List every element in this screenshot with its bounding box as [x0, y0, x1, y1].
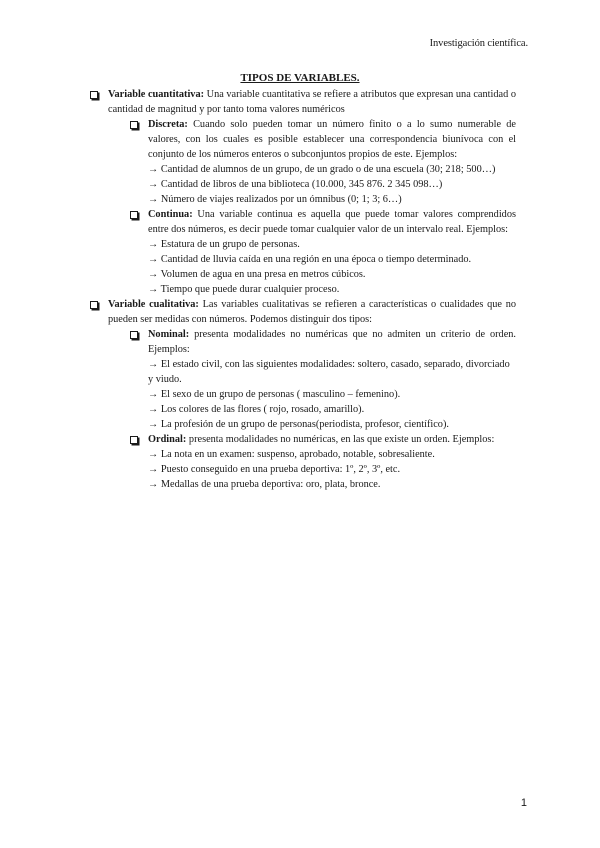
example-item: → Volumen de agua en una presa en metros cúbicos.	[148, 269, 366, 280]
subsection-continua	[88, 207, 516, 237]
subsection-discreta	[88, 117, 516, 162]
example-item: → El sexo de un grupo de personas ( masculino – femenino).	[148, 389, 401, 400]
section-term: Variable cualitativa:	[108, 299, 199, 310]
subsection-paragraph	[148, 432, 516, 447]
example-item: → Cantidad de libros de una biblioteca (10.000, 345 876. 2 345 098…)	[148, 179, 443, 190]
subsection-text: presenta modalidades no numéricas, en las que existe un orden. Ejemplos:	[186, 434, 495, 445]
subsection-text: presenta modalidades no numéricas que no admiten un criterio de orden. Ejemplos:	[148, 329, 516, 355]
example-item: → Medallas de una prueba deportiva: oro, plata, bronce.	[148, 479, 381, 490]
page-number: 1	[520, 797, 527, 809]
subsection-text: Cuando solo pueden tomar un número finito o a lo sumo numerable de valores, con los cuales es posible establecer una correspondencia biunívoca con el conjunto de los números enteros o subconjuntos propios de este. Ejemplos:	[148, 119, 516, 160]
section-paragraph	[108, 297, 516, 327]
checkbox-bullet-icon	[130, 121, 138, 129]
example-item: → El estado civil, con las siguientes modalidades: soltero, casado, separado, divorciado y viudo.	[148, 359, 510, 385]
example-item: → La profesión de un grupo de personas(periodista, profesor, científico).	[148, 419, 449, 430]
document-body	[88, 87, 516, 492]
example-item: → Los colores de las flores ( rojo, rosado, amarillo).	[148, 404, 365, 415]
section-cuantitativa	[88, 87, 516, 117]
subsection-ordinal	[88, 432, 516, 447]
subsection-nominal	[88, 327, 516, 357]
subsection-paragraph	[148, 117, 516, 162]
example-item: → Tiempo que puede durar cualquier proceso.	[148, 284, 340, 295]
example-item: → Número de viajes realizados por un ómnibus (0; 1; 3; 6…)	[148, 194, 402, 205]
section-term: Variable cuantitativa:	[108, 89, 205, 100]
checkbox-bullet-icon	[90, 301, 98, 309]
section-text: Una variable cuantitativa se refiere a atributos que expresan una cantidad o cantidad de magnitud y por tanto toma valores numéricos	[108, 89, 516, 115]
example-item: → Cantidad de lluvia caída en una región en una época o tiempo determinado.	[148, 254, 472, 265]
checkbox-bullet-icon	[90, 91, 98, 99]
section-paragraph	[108, 87, 516, 117]
section-text: Las variables cualitativas se refieren a características o cualidades que no pueden ser medidas con números. Podemos distinguir dos tipos:	[108, 299, 517, 325]
example-item: → Puesto conseguido en una prueba deportiva: 1º, 2º, 3º, etc.	[148, 464, 401, 475]
subsection-term: Discreta:	[148, 119, 188, 130]
example-item: → Cantidad de alumnos de un grupo, de un grado o de una escuela (30; 218; 500…)	[148, 164, 496, 175]
section-cualitativa	[88, 297, 516, 327]
subsection-paragraph	[148, 327, 516, 357]
subsection-term: Nominal:	[148, 329, 190, 340]
subsection-term: Ordinal:	[148, 434, 187, 445]
checkbox-bullet-icon	[130, 436, 138, 444]
checkbox-bullet-icon	[130, 331, 138, 339]
example-item: → La nota en un examen: suspenso, aprobado, notable, sobresaliente.	[148, 449, 435, 460]
checkbox-bullet-icon	[130, 211, 138, 219]
subsection-paragraph	[148, 207, 516, 237]
subsection-term: Continua:	[148, 209, 193, 220]
subsection-text: Una variable continua es aquella que puede tomar valores comprendidos entre dos números, es decir puede tomar cualquier valor de un intervalo real. Ejemplos:	[148, 209, 516, 235]
page-title: TIPOS DE VARIABLES.	[240, 72, 360, 84]
running-header: Investigación científica.	[429, 38, 528, 49]
example-item: → Estatura de un grupo de personas.	[148, 239, 300, 250]
